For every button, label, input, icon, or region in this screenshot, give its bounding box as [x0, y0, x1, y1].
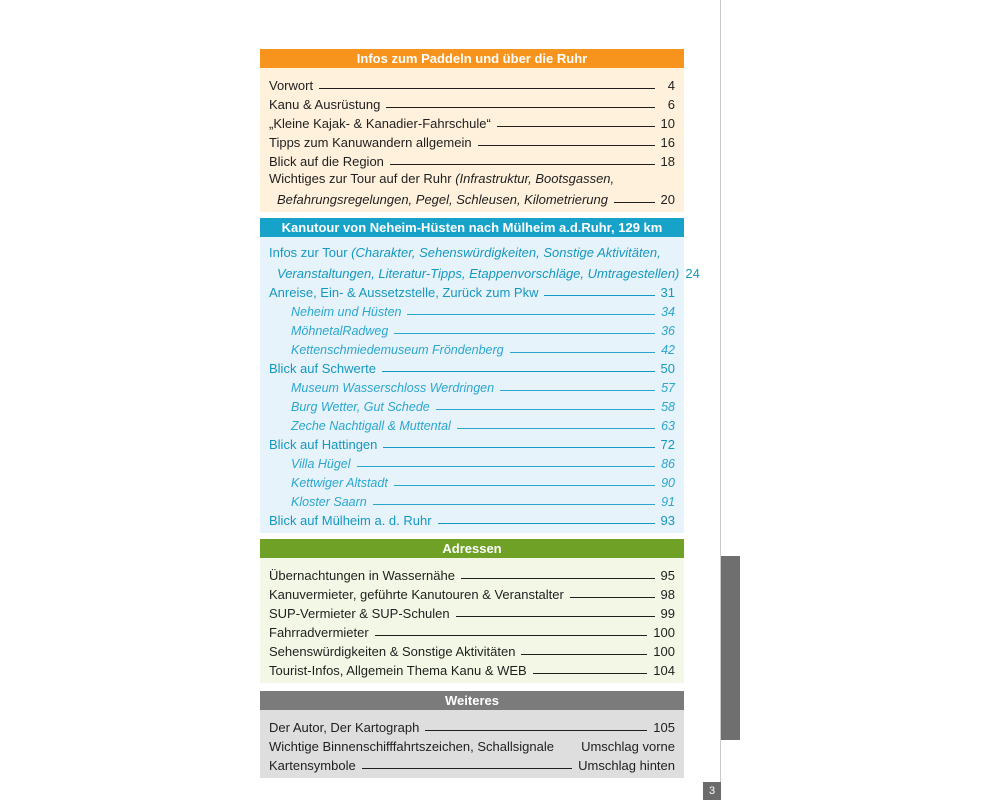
entry-page: 63 — [661, 419, 675, 433]
entry-label: Blick auf Hattingen — [269, 437, 378, 452]
table-of-contents — [260, 49, 700, 778]
entry-page: 100 — [653, 625, 675, 640]
entry-label: Blick auf Mülheim a. d. Ruhr — [269, 513, 432, 528]
leader-line — [521, 654, 647, 655]
toc-subentry[interactable] — [260, 376, 684, 395]
leader-line — [425, 730, 647, 731]
entry-label: Neheim und Hüsten — [291, 305, 402, 319]
leader-line — [544, 295, 654, 296]
entry-label: Sehenswürdigkeiten & Sonstige Aktivitäten — [269, 644, 516, 659]
chapter-thumb-tab — [721, 556, 740, 740]
leader-line — [456, 616, 655, 617]
entry-page: 95 — [660, 568, 675, 583]
leader-line — [510, 352, 655, 353]
entry-label: Infos zur Tour — [269, 245, 348, 260]
entry-label: Burg Wetter, Gut Schede — [291, 400, 430, 414]
entry-page: Umschlag hinten — [578, 758, 675, 773]
leader-line — [407, 314, 655, 315]
leader-line — [497, 126, 655, 127]
entry-page: 34 — [661, 305, 675, 319]
entry-page: 99 — [660, 606, 675, 621]
toc-entry[interactable] — [260, 357, 684, 376]
leader-line — [457, 428, 655, 429]
entry-label: Wichtige Binnenschifffahrtszeichen, Schallsignale — [269, 739, 554, 754]
entry-label: Kettwiger Altstadt — [291, 476, 388, 490]
entry-page: 72 — [660, 437, 675, 452]
entry-label: Der Autor, Der Kartograph — [269, 720, 420, 735]
leader-line — [383, 447, 654, 448]
entry-label: Kanuvermieter, geführte Kanutouren & Veranstalter — [269, 587, 564, 602]
entry-label: Übernachtungen in Wassernähe — [269, 568, 455, 583]
entry-page: 42 — [661, 343, 675, 357]
toc-subentry[interactable] — [260, 319, 684, 338]
toc-entry[interactable] — [260, 564, 684, 583]
entry-page: 98 — [660, 587, 675, 602]
section-header: Infos zum Paddeln und über die Ruhr — [260, 49, 684, 68]
leader-line — [319, 88, 655, 89]
entry-page: 20 — [660, 192, 675, 207]
toc-entry[interactable] — [260, 754, 684, 773]
leader-line — [394, 485, 655, 486]
entry-label: Kartensymbole — [269, 758, 356, 773]
entry-page: 24 — [685, 266, 700, 281]
toc-entry[interactable] — [260, 640, 684, 659]
leader-line — [438, 523, 655, 524]
toc-subentry[interactable] — [260, 452, 684, 471]
toc-entry[interactable] — [260, 509, 684, 528]
entry-note-continued: Veranstaltungen, Literatur-Tipps, Etappenvorschläge, Umtragestellen) — [277, 266, 680, 281]
entry-page: 91 — [661, 495, 675, 509]
toc-subentry[interactable] — [260, 338, 684, 357]
section-body — [260, 558, 684, 683]
section-paddeln-ruhr — [260, 49, 684, 212]
toc-subentry[interactable] — [260, 300, 684, 319]
entry-page: 31 — [660, 285, 675, 300]
leader-line — [614, 202, 655, 203]
section-body — [260, 237, 700, 533]
toc-entry[interactable] — [260, 281, 684, 300]
entry-label: Blick auf die Region — [269, 154, 384, 169]
leader-line — [461, 578, 655, 579]
entry-label: Museum Wasserschloss Werdringen — [291, 381, 495, 395]
entry-page: 50 — [660, 361, 675, 376]
entry-label: Kloster Saarn — [291, 495, 367, 509]
toc-subentry[interactable] — [260, 471, 684, 490]
leader-line — [373, 504, 655, 505]
entry-label: Blick auf Schwerte — [269, 361, 376, 376]
toc-entry[interactable] — [260, 433, 684, 452]
entry-label: Villa Hügel — [291, 457, 351, 471]
toc-entry[interactable] — [260, 621, 684, 640]
toc-entry[interactable] — [260, 659, 684, 678]
leader-line — [478, 145, 655, 146]
section-body — [260, 710, 684, 778]
section-kanutour — [260, 218, 700, 533]
entry-label: Zeche Nachtigall & Muttental — [291, 419, 451, 433]
entry-label: Wichtiges zur Tour auf der Ruhr — [269, 171, 452, 186]
toc-entry[interactable] — [260, 112, 684, 131]
entry-page: 57 — [661, 381, 675, 395]
toc-entry[interactable] — [260, 93, 684, 112]
toc-subentry[interactable] — [260, 414, 684, 433]
leader-line — [500, 390, 655, 391]
section-header: Adressen — [260, 539, 684, 558]
entry-page: 4 — [667, 78, 675, 93]
toc-entry[interactable] — [260, 602, 684, 621]
entry-label: „Kleine Kajak- & Kanadier-Fahrschule“ — [269, 116, 491, 131]
entry-label: Fahrradvermieter — [269, 625, 369, 640]
section-body — [260, 68, 684, 212]
toc-subentry[interactable] — [260, 490, 684, 509]
entry-label: MöhnetalRadweg — [291, 324, 389, 338]
section-header: Kanutour von Neheim-Hüsten nach Mülheim a.d.Ruhr, 129 km — [260, 218, 684, 237]
leader-line — [533, 673, 648, 674]
entry-page: 104 — [653, 663, 675, 678]
leader-line — [390, 164, 655, 165]
entry-note: (Charakter, Sehenswürdigkeiten, Sonstige Aktivitäten, — [351, 245, 661, 260]
entry-label: Kanu & Ausrüstung — [269, 97, 381, 112]
entry-page: 36 — [661, 324, 675, 338]
entry-label: SUP-Vermieter & SUP-Schulen — [269, 606, 450, 621]
entry-page: 93 — [660, 513, 675, 528]
section-weiteres — [260, 691, 684, 778]
entry-page: 16 — [660, 135, 675, 150]
toc-entry[interactable] — [260, 169, 684, 207]
leader-line — [382, 371, 655, 372]
entry-label: Tourist-Infos, Allgemein Thema Kanu & WEB — [269, 663, 527, 678]
toc-entry[interactable] — [260, 74, 684, 93]
page-number: 3 — [703, 782, 721, 800]
section-header: Weiteres — [260, 691, 684, 710]
leader-line — [386, 107, 655, 108]
leader-line — [436, 409, 655, 410]
entry-page: 100 — [653, 644, 675, 659]
leader-line — [375, 635, 648, 636]
entry-page: 90 — [661, 476, 675, 490]
toc-subentry[interactable] — [260, 395, 684, 414]
section-adressen — [260, 539, 684, 683]
entry-page: 105 — [653, 720, 675, 735]
entry-label: Tipps zum Kanuwandern allgemein — [269, 135, 472, 150]
toc-entry[interactable] — [260, 131, 684, 150]
toc-entry[interactable] — [260, 150, 684, 169]
entry-page: 6 — [667, 97, 675, 112]
entry-label: Vorwort — [269, 78, 314, 93]
leader-line — [362, 768, 572, 769]
toc-entry[interactable] — [260, 243, 700, 281]
entry-page: 10 — [660, 116, 675, 131]
entry-note-continued: Befahrungsregelungen, Pegel, Schleusen, Kilometrierung — [277, 192, 608, 207]
toc-entry[interactable] — [260, 716, 684, 735]
entry-label: Kettenschmiedemuseum Fröndenberg — [291, 343, 504, 357]
entry-page: 58 — [661, 400, 675, 414]
toc-entry[interactable] — [260, 735, 684, 754]
entry-page: 86 — [661, 457, 675, 471]
toc-entry[interactable] — [260, 583, 684, 602]
entry-page: Umschlag vorne — [581, 739, 675, 754]
leader-line — [357, 466, 655, 467]
entry-label: Anreise, Ein- & Aussetzstelle, Zurück zum Pkw — [269, 285, 539, 300]
entry-page: 18 — [660, 154, 675, 169]
entry-note: (Infrastruktur, Bootsgassen, — [455, 171, 615, 186]
leader-line — [394, 333, 655, 334]
leader-line — [570, 597, 655, 598]
